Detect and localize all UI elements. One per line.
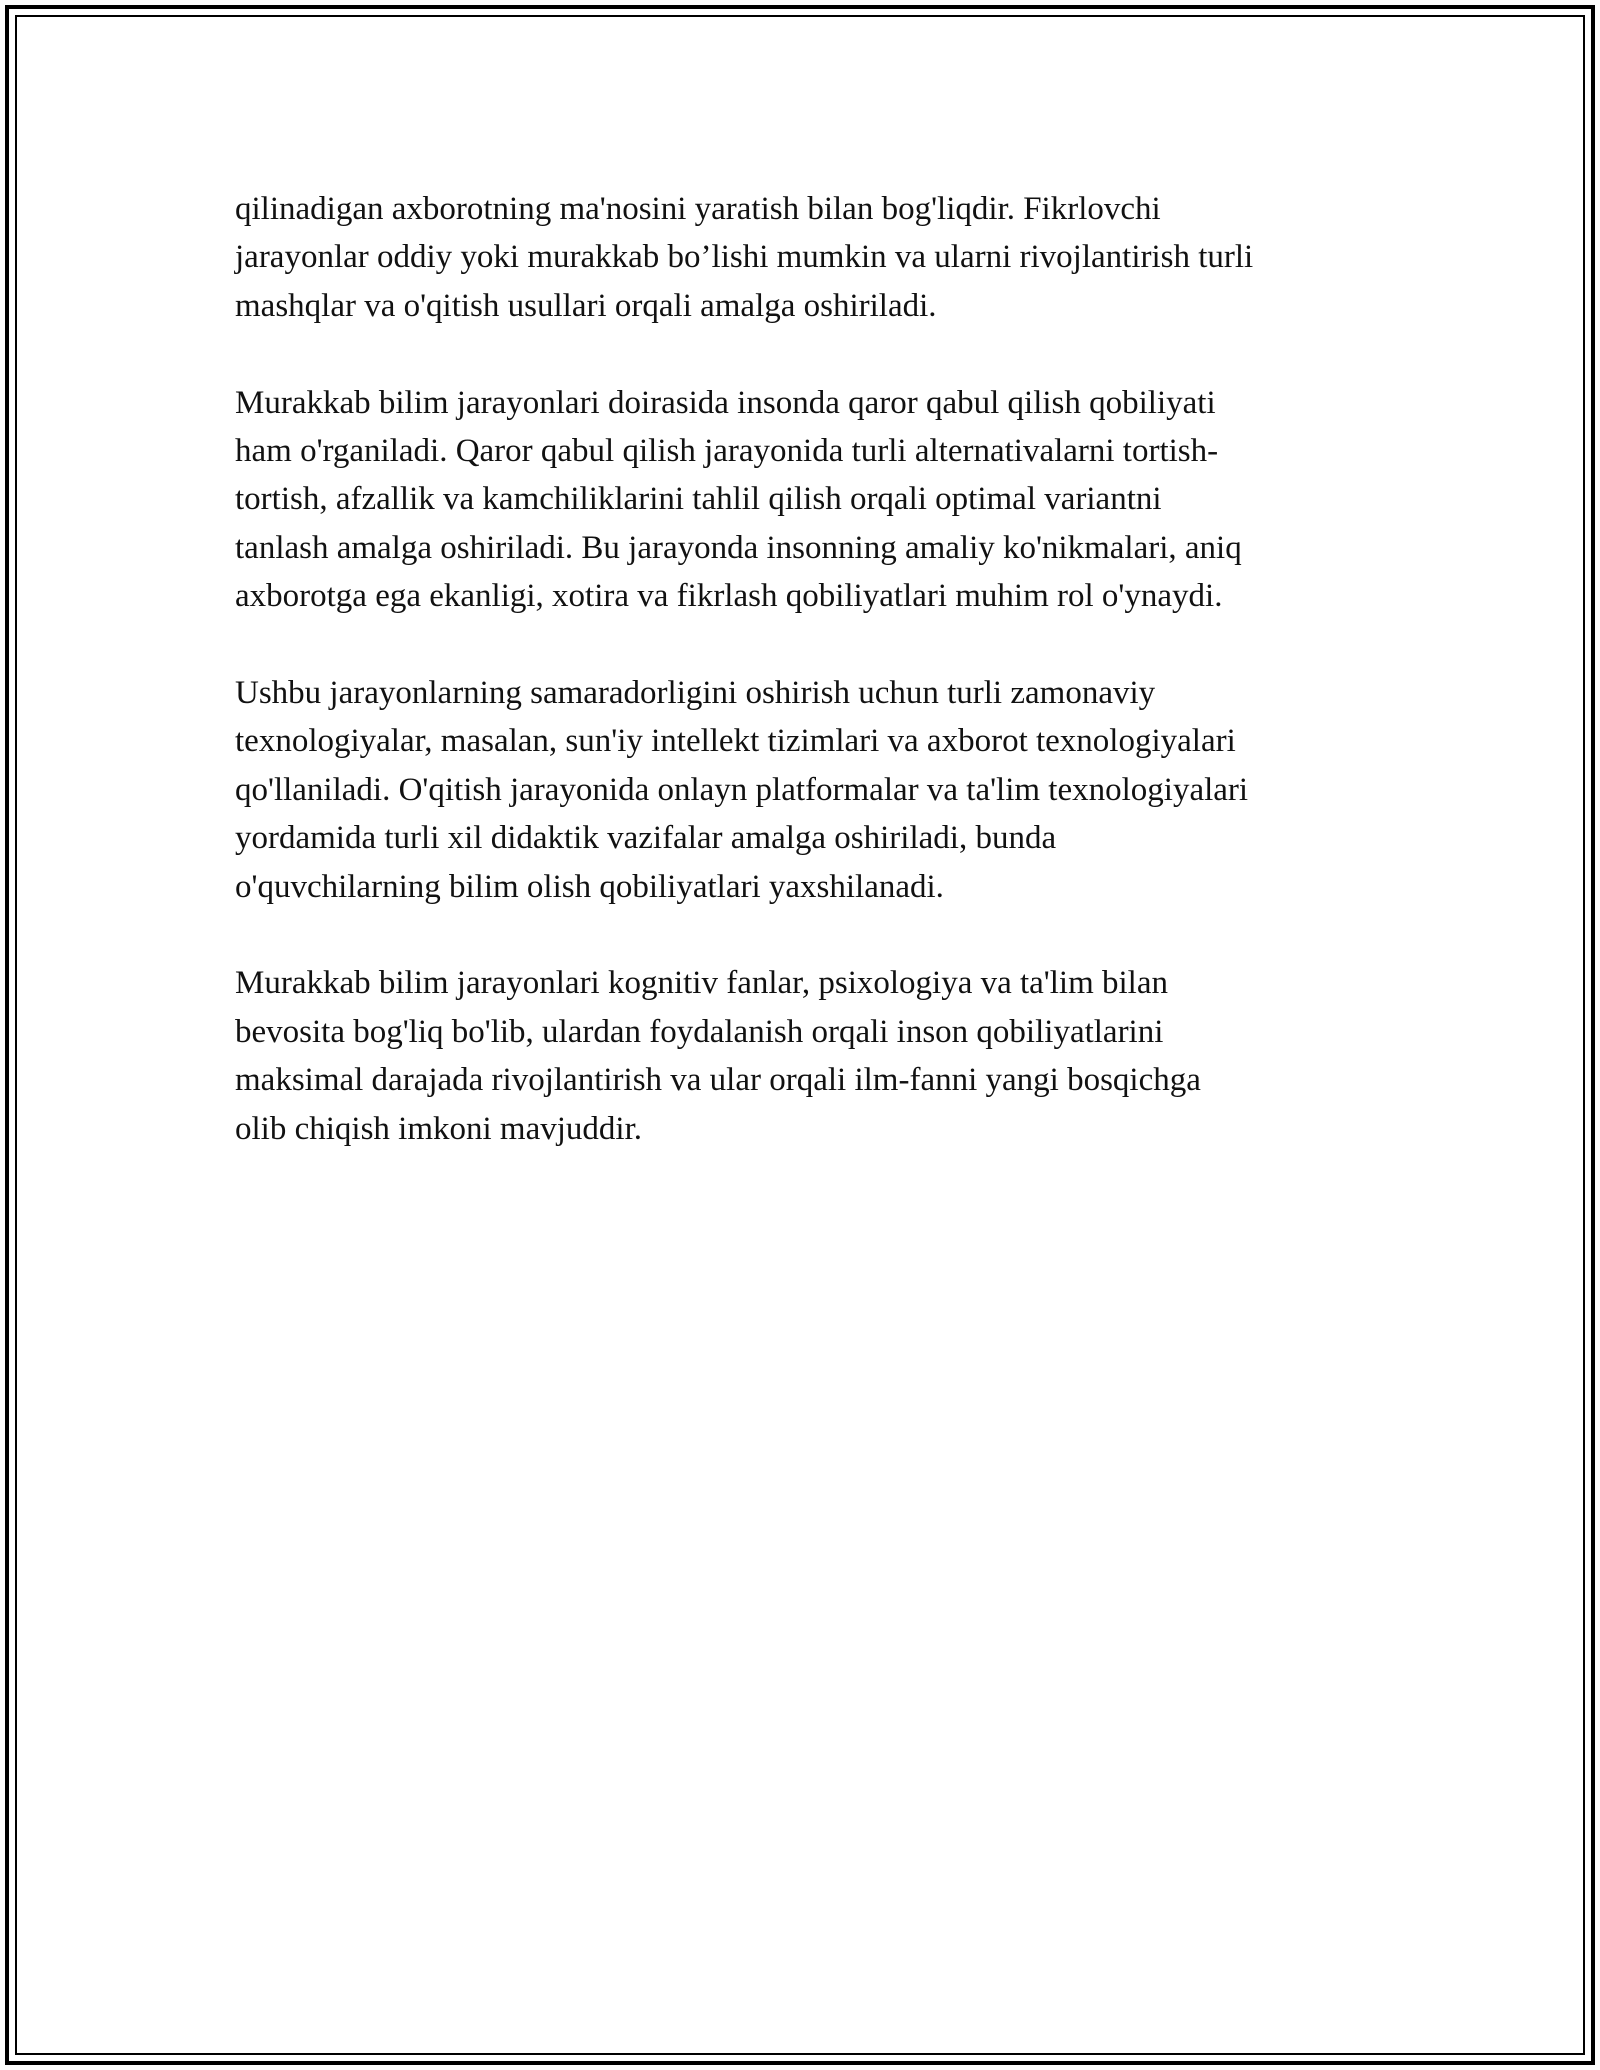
- text-line: yordamida turli xil didaktik vazifalar amalga oshiriladi, bunda: [235, 820, 1057, 857]
- text-line: maksimal darajada rivojlantirish va ular orqali ilm-fanni yangi bosqichga: [235, 1062, 1201, 1099]
- paragraph-4: [235, 959, 1385, 1153]
- text-line: mashqlar va o'qitish usullari orqali amalga oshiriladi.: [235, 287, 937, 324]
- text-line: jarayonlar oddiy yoki murakkab bo’lishi mumkin va ularni rivojlantirish turli: [235, 239, 1254, 276]
- text-line: axborotga ega ekanligi, xotira va fikrlash qobiliyatlari muhim rol o'ynaydi.: [235, 578, 1223, 615]
- document-body: [235, 185, 1385, 1201]
- text-line: bevosita bog'liq bo'lib, ulardan foydalanish orqali inson qobiliyatlarini: [235, 1013, 1164, 1050]
- text-line: qilinadigan axborotning ma'nosini yaratish bilan bog'liqdir. Fikrlovchi: [235, 191, 1161, 227]
- text-line: ham o'rganiladi. Qaror qabul qilish jarayonida turli alternativalarni tortish-: [235, 433, 1219, 470]
- paragraph-3: [235, 669, 1385, 911]
- text-line: tortish, afzallik va kamchiliklarini tahlil qilish orqali optimal variantni: [235, 481, 1162, 518]
- paragraph-1: [235, 185, 1385, 330]
- text-line: o'quvchilarning bilim olish qobiliyatlari yaxshilanadi.: [235, 868, 944, 905]
- text-line: qo'llaniladi. O'qitish jarayonida onlayn platformalar va ta'lim texnologiyalari: [235, 771, 1249, 808]
- text-line: texnologiyalar, masalan, sun'iy intellekt tizimlari va axborot texnologiyalari: [235, 723, 1236, 760]
- paragraph-2: [235, 379, 1385, 621]
- text-line: tanlash amalga oshiriladi. Bu jarayonda insonning amaliy ko'nikmalari, aniq: [235, 529, 1242, 566]
- text-line: Ushbu jarayonlarning samaradorligini oshirish uchun turli zamonaviy: [235, 675, 1156, 712]
- text-line: Murakkab bilim jarayonlari doirasida insonda qaror qabul qilish qobiliyati: [235, 384, 1216, 421]
- text-line: olib chiqish imkoni mavjuddir.: [235, 1110, 642, 1147]
- text-line: Murakkab bilim jarayonlari kognitiv fanlar, psixologiya va ta'lim bilan: [235, 965, 1168, 1002]
